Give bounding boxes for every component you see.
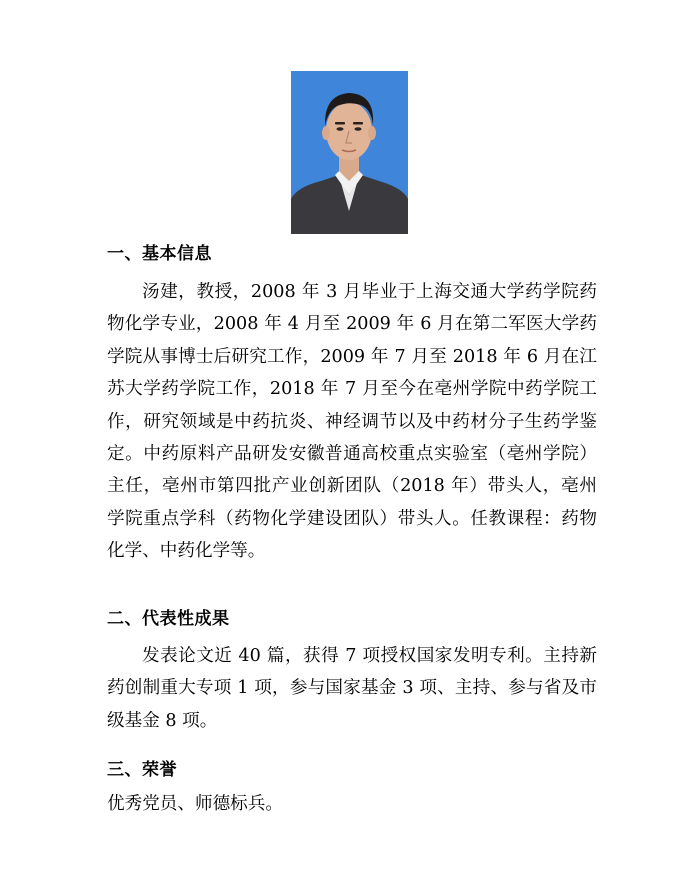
- portrait-photo: [291, 71, 408, 234]
- section-body-basic-info: 汤建，教授，2008 年 3 月毕业于上海交通大学药学院药物化学专业，2008 年 4 月至 2009 年 6 月在第二军医大学药学院从事博士后研究工作，2009 年 7 月至 2018 年 6 月在江苏大学药学院工作，2018 年 7 月至今在亳州学院中药学院工作，研究领域是中药抗炎、神经调节以及中药材分子生药学鉴定。中药原料产品研发安徽普通高校重点实验室（亳州学院）主任，亳州市第四批产业创新团队（2018 年）带头人，亳州学院重点学科（药物化学建设团队）带头人。任教课程：药物化学、中药化学等。: [107, 282, 597, 562]
- section-heading-achievements: 二、代表性成果: [107, 609, 230, 629]
- section-heading-basic-info: 一、基本信息: [107, 244, 212, 264]
- section-body-achievements: 发表论文近 40 篇，获得 7 项授权国家发明专利。主持新药创制重大专项 1 项，参与国家基金 3 项、主持、参与省及市级基金 8 项。: [107, 646, 597, 731]
- person-portrait-icon: [291, 71, 408, 234]
- section-body-honors: 优秀党员、师德标兵。: [107, 794, 283, 814]
- section-heading-honors: 三、荣誉: [107, 760, 177, 780]
